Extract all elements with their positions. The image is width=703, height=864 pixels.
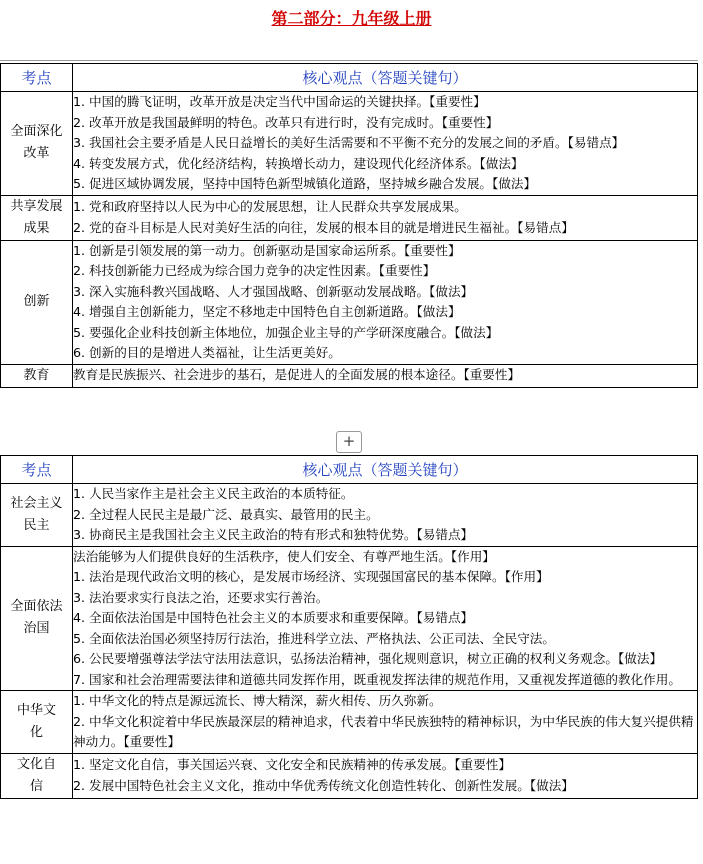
points-cell [73,195,698,240]
point-text: 2. 改革开放是我国最鲜明的特色。改革只有进行时，没有完成时。【重要性】 [73,114,499,130]
header-points: 核心观点（答题关键句） [73,64,698,92]
table-row [1,753,698,798]
point-text: 1. 党和政府坚持以人民为中心的发展思想，让人民群众共享发展成果。 [73,199,467,214]
points-cell [73,753,698,798]
points-cell [73,546,698,691]
point-text: 2. 中华文化积淀着中华民族最深层的精神追求，代表着中华民族独特的精神标识，为中华民族的伟大复兴提供精神动力。【重要性】 [73,713,694,749]
topic-cell: 全面依法治国 [1,546,73,691]
point-text: 3. 法治要求实行良法之治，还要求实行善治。 [73,589,329,605]
point-text: 教育是民族振兴、社会进步的基石，是促进人的全面发展的根本途径。【重要性】 [73,367,521,383]
point-text: 法治能够为人们提供良好的生活秩序，使人们安全、有尊严地生活。【作用】 [73,548,495,564]
table-part-1 [0,63,698,388]
topic-cell: 中华文化 [1,691,73,754]
table-row [1,691,698,754]
table-row [1,546,698,691]
table-row [1,484,698,547]
table-part-2 [0,455,698,799]
point-text: 3. 深入实施科教兴国战略、人才强国战略、创新驱动发展战略。【做法】 [73,283,474,299]
point-text: 4. 全面依法治国是中国特色社会主义的本质要求和重要保障。【易错点】 [73,610,474,625]
points-cell [73,92,698,196]
point-text: 5. 全面依法治国必须坚持厉行法治，推进科学立法、严格执法、公正司法、全民守法。 [73,630,555,646]
point-text: 3. 我国社会主要矛盾是人民日益增长的美好生活需要和不平衡不充分的发展之间的矛盾。【易错点】 [73,135,625,150]
table-row [1,195,698,240]
points-cell [73,240,698,364]
table-row [1,364,698,387]
points-cell [73,484,698,547]
topic-cell: 社会主义民主 [1,484,73,547]
top-divider [0,60,698,61]
point-text: 1. 创新是引领发展的第一动力。创新驱动是国家命运所系。【重要性】 [73,242,461,258]
point-text: 4. 转变发展方式，优化经济结构，转换增长动力，建设现代化经济体系。【做法】 [73,155,524,171]
table-row [1,240,698,364]
point-text: 2. 全过程人民民主是最广泛、最真实、最管用的民主。 [73,506,379,522]
point-text: 5. 要强化企业科技创新主体地位，加强企业主导的产学研深度融合。【做法】 [73,324,499,340]
point-text: 7. 国家和社会治理需要法律和道德共同发挥作用，既重视发挥法律的规范作用，又重视发挥道德的教化作用。 [73,671,681,687]
points-cell [73,691,698,754]
table-header-row [1,64,698,92]
point-text: 1. 法治是现代政治文明的核心，是发展市场经济、实现强国富民的基本保障。【作用】 [73,569,549,584]
topic-cell: 创新 [1,240,73,364]
table-header-row [1,456,698,484]
point-text: 1. 人民当家作主是社会主义民主政治的本质特征。 [73,486,354,501]
points-cell [73,364,698,387]
point-text: 2. 党的奋斗目标是人民对美好生活的向往，发展的根本目的就是增进民生福祉。【易错点】 [73,219,574,235]
table-row [1,92,698,196]
point-text: 5. 促进区域协调发展，坚持中国特色新型城镇化道路，坚持城乡融合发展。【做法】 [73,176,537,191]
header-points: 核心观点（答题关键句） [73,456,698,484]
header-topic: 考点 [1,456,73,484]
topic-cell: 共享发展成果 [1,195,73,240]
point-text: 6. 公民要增强尊法学法守法用法意识，弘扬法治精神，强化规则意识，树立正确的权利义务观念。【做法】 [73,651,663,666]
header-topic: 考点 [1,64,73,92]
add-row-button[interactable]: + [336,431,362,453]
point-text: 2. 科技创新能力已经成为综合国力竞争的决定性因素。【重要性】 [73,263,436,278]
point-text: 1. 中国的腾飞证明，改革开放是决定当代中国命运的关键抉择。【重要性】 [73,94,486,109]
page-title: 第二部分：九年级上册 [271,9,432,28]
point-text: 4. 增强自主创新能力，坚定不移地走中国特色自主创新道路。【做法】 [73,304,461,319]
point-text: 6. 创新的目的是增进人类福祉，让生活更美好。 [73,345,341,360]
point-text: 3. 协商民主是我国社会主义民主政治的特有形式和独特优势。【易错点】 [73,527,474,542]
point-text: 2. 发展中国特色社会主义文化，推动中华优秀传统文化创造性转化、创新性发展。【做法】 [73,777,574,793]
topic-cell: 全面深化改革 [1,92,73,196]
point-text: 1. 中华文化的特点是源远流长、博大精深，薪火相传、历久弥新。 [73,693,442,708]
topic-cell: 教育 [1,364,73,387]
topic-cell: 文化自信 [1,753,73,798]
point-text: 1. 坚定文化自信，事关国运兴衰、文化安全和民族精神的传承发展。【重要性】 [73,757,511,772]
